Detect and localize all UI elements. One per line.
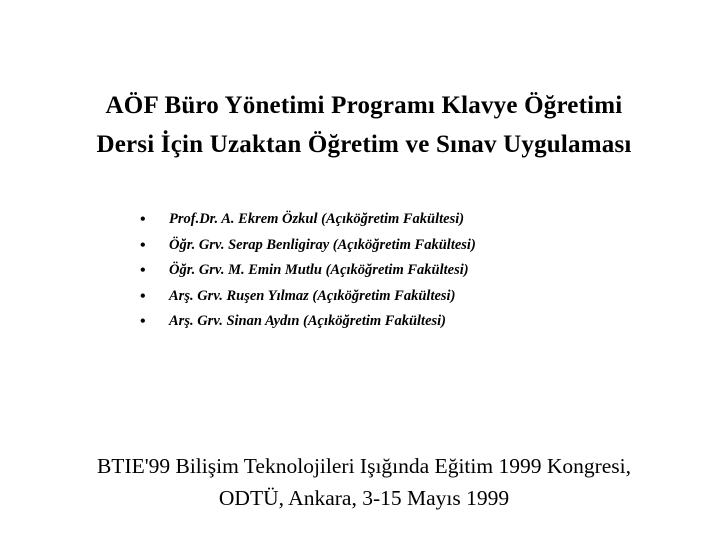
- conference-info-line-1: BTIE'99 Bilişim Teknolojileri Işığında Eğitim 1999 Kongresi,: [96, 454, 632, 478]
- conference-info: [0, 450, 728, 514]
- author-list: [138, 207, 476, 335]
- conference-info-line-2: ODTÜ, Ankara, 3-15 Mayıs 1999: [218, 486, 510, 510]
- author-item: [138, 284, 476, 310]
- author-name: Arş. Grv. Sinan Aydın (Açıköğretim Fakültesi): [169, 313, 447, 329]
- slide-title: [0, 86, 728, 164]
- slide-title-line-1: AÖF Büro Yönetimi Programı Klavye Öğretimi: [105, 92, 623, 119]
- slide-title-line-2: Dersi İçin Uzaktan Öğretim ve Sınav Uygulaması: [96, 131, 632, 158]
- author-name: Arş. Grv. Ruşen Yılmaz (Açıköğretim Fakültesi): [169, 287, 456, 304]
- bullet-icon: •: [140, 262, 146, 279]
- bullet-icon: •: [140, 287, 146, 305]
- author-name: Öğr. Grv. M. Emin Mutlu (Açıköğretim Fakültesi): [169, 262, 469, 278]
- bullet-icon: •: [140, 313, 146, 330]
- author-name: Prof.Dr. A. Ekrem Özkul (Açıköğretim Fakültesi): [169, 211, 465, 227]
- author-item: [138, 309, 476, 335]
- author-item: [138, 233, 476, 259]
- author-item: [138, 207, 476, 233]
- bullet-icon: •: [140, 236, 146, 254]
- author-item: [138, 258, 476, 284]
- author-name: Öğr. Grv. Serap Benligiray (Açıköğretim Fakültesi): [169, 236, 476, 253]
- bullet-icon: •: [140, 211, 146, 228]
